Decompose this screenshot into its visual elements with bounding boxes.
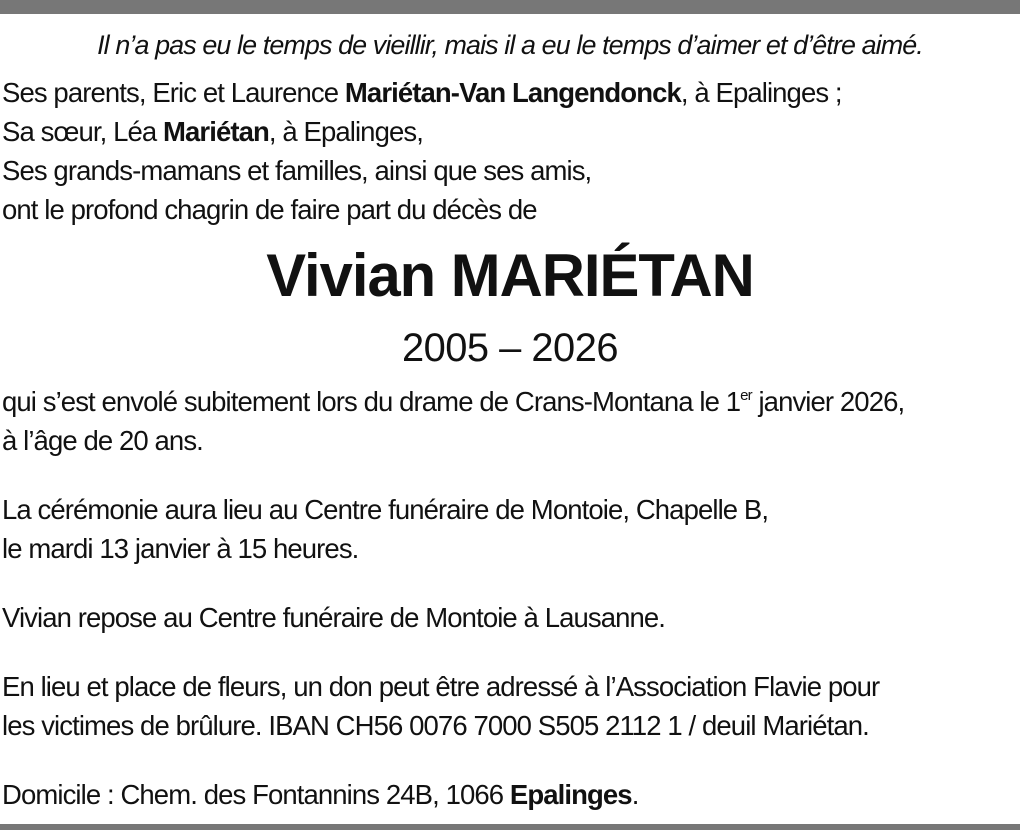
circumstances-line	[2, 385, 904, 419]
circumstances-date: janvier 2026,	[751, 386, 905, 417]
domicile-line	[2, 778, 638, 812]
donation-line-1: En lieu et place de fleurs, un don peut être adressé à l’Association Flavie pour	[2, 671, 880, 702]
top-divider	[0, 0, 1020, 14]
family-grandmothers-line: Ses grands-mamans et familles, ainsi que ses amis,	[2, 155, 592, 186]
deceased-years: 2005 – 2026	[401, 326, 619, 370]
parents-surname: Mariétan-Van Langendonck	[344, 77, 681, 108]
domicile-city: Epalinges	[509, 779, 632, 810]
bottom-divider	[0, 824, 1020, 830]
domicile-address: Domicile : Chem. des Fontannins 24B, 1066	[2, 779, 510, 810]
deceased-name: Vivian MARIÉTAN	[266, 242, 754, 309]
motto: Il n’a pas eu le temps de vieillir, mais il a eu le temps d’aimer et d’être aimé.	[97, 30, 923, 60]
family-parents-line	[2, 76, 842, 110]
announcement-line: ont le profond chagrin de faire part du décès de	[2, 194, 537, 225]
donation-line-2: les victimes de brûlure. IBAN CH56 0076 7000 S505 2112 1 / deuil Mariétan.	[2, 710, 869, 741]
parents-town: , à Epalinges ;	[680, 77, 842, 108]
domicile-period: .	[631, 779, 639, 810]
age-line: à l’âge de 20 ans.	[2, 425, 203, 456]
repose-line: Vivian repose au Centre funéraire de Montoie à Lausanne.	[2, 602, 666, 633]
family-sister-line	[2, 115, 423, 149]
sister-text: Sa sœur, Léa	[2, 116, 164, 147]
ceremony-date-line: le mardi 13 janvier à 15 heures.	[2, 533, 359, 564]
ceremony-place-line: La cérémonie aura lieu au Centre funéraire de Montoie, Chapelle B,	[2, 494, 769, 525]
circumstances-text: qui s’est envolé subitement lors du drame de Crans-Montana le 1	[2, 386, 741, 417]
sister-surname: Mariétan	[163, 116, 269, 147]
ordinal-suffix: er	[740, 387, 752, 404]
sister-town: , à Epalinges,	[268, 116, 423, 147]
parents-text: Ses parents, Eric et Laurence	[2, 77, 345, 108]
